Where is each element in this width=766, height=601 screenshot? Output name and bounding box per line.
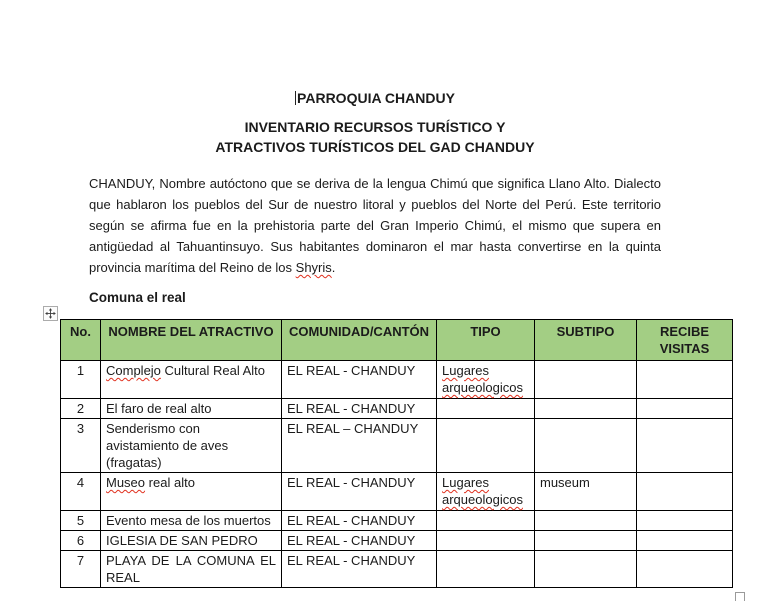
misspelled-word: Lugares xyxy=(442,363,489,378)
table-cell[interactable] xyxy=(637,361,733,399)
table-cell[interactable]: EL REAL - CHANDUY xyxy=(282,473,437,511)
misspelled-word: Museo xyxy=(106,475,146,490)
subtitle-line-2: ATRACTIVOS TURÍSTICOS DEL GAD CHANDUY xyxy=(215,139,535,155)
table-cell[interactable]: Museo real alto xyxy=(101,473,282,511)
table-cell[interactable] xyxy=(637,419,733,473)
table-cell[interactable]: 4 xyxy=(61,473,101,511)
misspelled-word: Shyris xyxy=(295,260,332,275)
table-cell[interactable]: Evento mesa de los muertos xyxy=(101,511,282,531)
table-cell[interactable]: 5 xyxy=(61,511,101,531)
table-cell[interactable] xyxy=(535,511,637,531)
table-cell[interactable] xyxy=(535,551,637,588)
table-cell[interactable]: EL REAL - CHANDUY xyxy=(282,511,437,531)
table-cell[interactable]: EL REAL - CHANDUY xyxy=(282,399,437,419)
intro-paragraph[interactable] xyxy=(89,173,661,278)
table-row xyxy=(61,473,733,511)
table-cell[interactable]: EL REAL - CHANDUY xyxy=(282,551,437,588)
table-cell[interactable] xyxy=(437,551,535,588)
table-cell[interactable]: 1 xyxy=(61,361,101,399)
section-heading[interactable]: Comuna el real xyxy=(89,290,186,305)
table-cell[interactable]: Complejo Cultural Real Alto xyxy=(101,361,282,399)
table-cell[interactable]: 7 xyxy=(61,551,101,588)
misspelled-word: arqueologicos xyxy=(442,380,523,395)
table-cell[interactable] xyxy=(637,473,733,511)
column-header[interactable]: RECIBE VISITAS xyxy=(637,320,733,361)
table-cell[interactable]: El faro de real alto xyxy=(101,399,282,419)
misspelled-word: Lugares xyxy=(442,475,489,490)
table-cell[interactable] xyxy=(535,531,637,551)
table-move-handle[interactable] xyxy=(43,306,58,321)
column-header[interactable]: COMUNIDAD/CANTÓN xyxy=(282,320,437,361)
move-cross-icon xyxy=(45,308,56,319)
table-row xyxy=(61,419,733,473)
misspelled-word: Complejo xyxy=(106,363,161,378)
column-header[interactable]: NOMBRE DEL ATRACTIVO xyxy=(101,320,282,361)
table-cell[interactable]: IGLESIA DE SAN PEDRO xyxy=(101,531,282,551)
subtitle-line-1: INVENTARIO RECURSOS TURÍSTICO Y xyxy=(244,119,506,135)
attractions-table-body xyxy=(61,361,733,588)
table-cell[interactable] xyxy=(637,531,733,551)
table-cell[interactable]: EL REAL - CHANDUY xyxy=(282,531,437,551)
column-header[interactable]: No. xyxy=(61,320,101,361)
table-cell[interactable]: 2 xyxy=(61,399,101,419)
table-cell[interactable] xyxy=(637,551,733,588)
table-cell[interactable]: 6 xyxy=(61,531,101,551)
table-cell[interactable] xyxy=(535,361,637,399)
table-header-row xyxy=(61,320,733,361)
column-header[interactable]: SUBTIPO xyxy=(535,320,637,361)
misspelled-word: arqueologicos xyxy=(442,492,523,507)
table-row xyxy=(61,511,733,531)
table-cell[interactable] xyxy=(637,399,733,419)
table-cell[interactable] xyxy=(437,473,535,511)
table-row xyxy=(61,361,733,399)
table-cell[interactable] xyxy=(437,399,535,419)
table-cell[interactable]: museum xyxy=(535,473,637,511)
table-row xyxy=(61,399,733,419)
table-cell[interactable]: EL REAL - CHANDUY xyxy=(282,361,437,399)
table-row xyxy=(61,551,733,588)
table-cell[interactable]: 3 xyxy=(61,419,101,473)
table-cell[interactable] xyxy=(437,361,535,399)
table-row xyxy=(61,531,733,551)
table-cell[interactable] xyxy=(437,419,535,473)
table-resize-handle[interactable] xyxy=(735,592,745,601)
document-title-text: PARROQUIA CHANDUY xyxy=(297,90,455,106)
attractions-table xyxy=(60,319,733,588)
text-cursor xyxy=(295,91,296,105)
table-cell[interactable] xyxy=(535,399,637,419)
paragraph-period: . xyxy=(331,260,336,275)
column-header[interactable]: TIPO xyxy=(437,320,535,361)
table-cell[interactable] xyxy=(437,531,535,551)
document-title[interactable] xyxy=(89,88,661,108)
document-subtitle[interactable] xyxy=(89,117,661,157)
table-cell[interactable]: EL REAL – CHANDUY xyxy=(282,419,437,473)
intro-paragraph-text: CHANDUY, Nombre autóctono que se deriva de la lengua Chimú que significa Llano Alto. Dialecto que hablaron los pueblos del Sur de nuestro litoral y pueblos del Norte del Perú. Este territorio según se afirma fue en la prehistoria parte del Gran Imperio Chimú, el mismo que supera en antigüedad al Tahuantinsuyo. Sus habitantes dominaron el mar hasta convertirse en la quinta provincia marítima del Reino de los xyxy=(89,176,661,275)
table-cell[interactable] xyxy=(637,511,733,531)
table-cell[interactable]: PLAYA DE LA COMUNA EL REAL xyxy=(101,551,282,588)
table-cell[interactable]: Senderismo con avistamiento de aves (fragatas) xyxy=(101,419,282,473)
table-cell[interactable] xyxy=(437,511,535,531)
table-wrapper xyxy=(60,319,733,588)
table-cell[interactable] xyxy=(535,419,637,473)
